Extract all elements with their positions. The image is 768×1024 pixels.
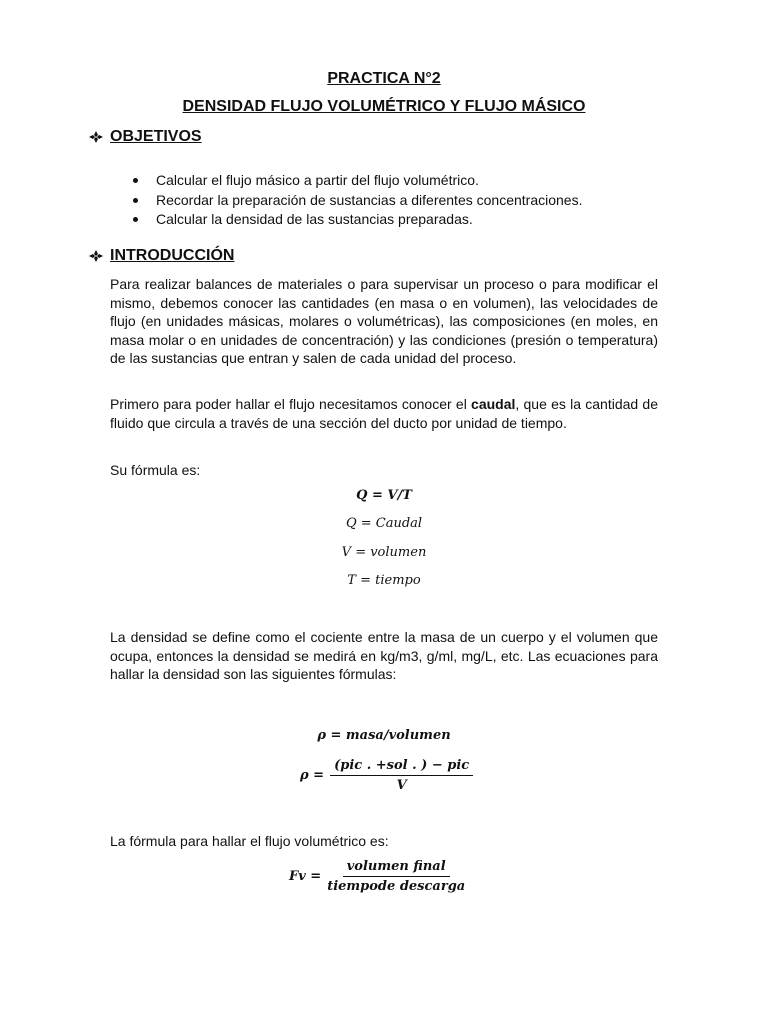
section-heading-objetivos bbox=[88, 128, 202, 146]
caudal-paragraph: Primero para poder hallar el flujo necesitamos conocer el caudal, que es la cantidad de fluido que circula a través de una sección del ducto por unidad de tiempo. bbox=[110, 396, 658, 431]
equation-flow-fraction bbox=[289, 859, 465, 894]
list-item: Recordar la preparación de sustancias a diferentes concentraciones. bbox=[132, 191, 582, 211]
equation-lhs: Fv = bbox=[289, 869, 322, 884]
caudal-term: caudal bbox=[471, 396, 516, 412]
density-paragraph: La densidad se define como el cociente entre la masa de un cuerpo y el volumen que ocupa, entonces la densidad se medirá en kg/m3, g/ml, mg/L, etc. Las ecuaciones para hallar la densidad son las siguientes fórmulas: bbox=[110, 629, 658, 682]
list-item: Calcular la densidad de las sustancias preparadas. bbox=[132, 210, 582, 230]
list-item: Calcular el flujo másico a partir del flujo volumétrico. bbox=[132, 171, 582, 191]
equation-v-definition: V = volumen bbox=[341, 545, 427, 560]
section-heading-label: INTRODUCCIÓN bbox=[110, 247, 235, 264]
fraction-numerator: volumen final bbox=[343, 859, 450, 877]
equation-lhs: ρ = bbox=[300, 768, 325, 783]
equation-t-definition: T = tiempo bbox=[347, 573, 421, 588]
section-heading-label: OBJETIVOS bbox=[110, 128, 202, 145]
formula-intro: Su fórmula es: bbox=[110, 462, 201, 478]
diamond-bullet-icon bbox=[88, 130, 104, 144]
fraction-denominator: tiempode descarga bbox=[327, 879, 466, 894]
page-subtitle: DENSIDAD FLUJO VOLUMÉTRICO Y FLUJO MÁSICO bbox=[182, 98, 586, 115]
fraction-denominator: V bbox=[396, 778, 407, 793]
equation-q-definition: Q = Caudal bbox=[345, 516, 423, 531]
equation-caudal: Q = V/T bbox=[356, 488, 412, 503]
equation-density: ρ = masa/volumen bbox=[317, 728, 451, 743]
page-title: PRACTICA N°2 bbox=[327, 70, 441, 87]
fraction bbox=[327, 859, 465, 894]
intro-paragraph: Para realizar balances de materiales o para supervisar un proceso o para modificar el mismo, debemos conocer las cantidades (en masa o en volumen), las velocidades de flujo (en unidades másicas, molares o volumétricas), las composiciones (en moles, en masa molar o en unidades de concentración) y las condiciones (presión o temperatura) de las sustancias que entran y salen de cada unidad del proceso. bbox=[110, 276, 658, 366]
flow-paragraph: La fórmula para hallar el flujo volumétrico es: bbox=[110, 833, 389, 849]
diamond-bullet-icon bbox=[88, 249, 104, 263]
equation-density-fraction bbox=[300, 758, 473, 793]
fraction bbox=[330, 758, 473, 793]
fraction-numerator: (pic . +sol . ) − pic bbox=[330, 758, 473, 776]
objectives-list bbox=[132, 171, 582, 230]
section-heading-introduccion bbox=[88, 247, 234, 265]
